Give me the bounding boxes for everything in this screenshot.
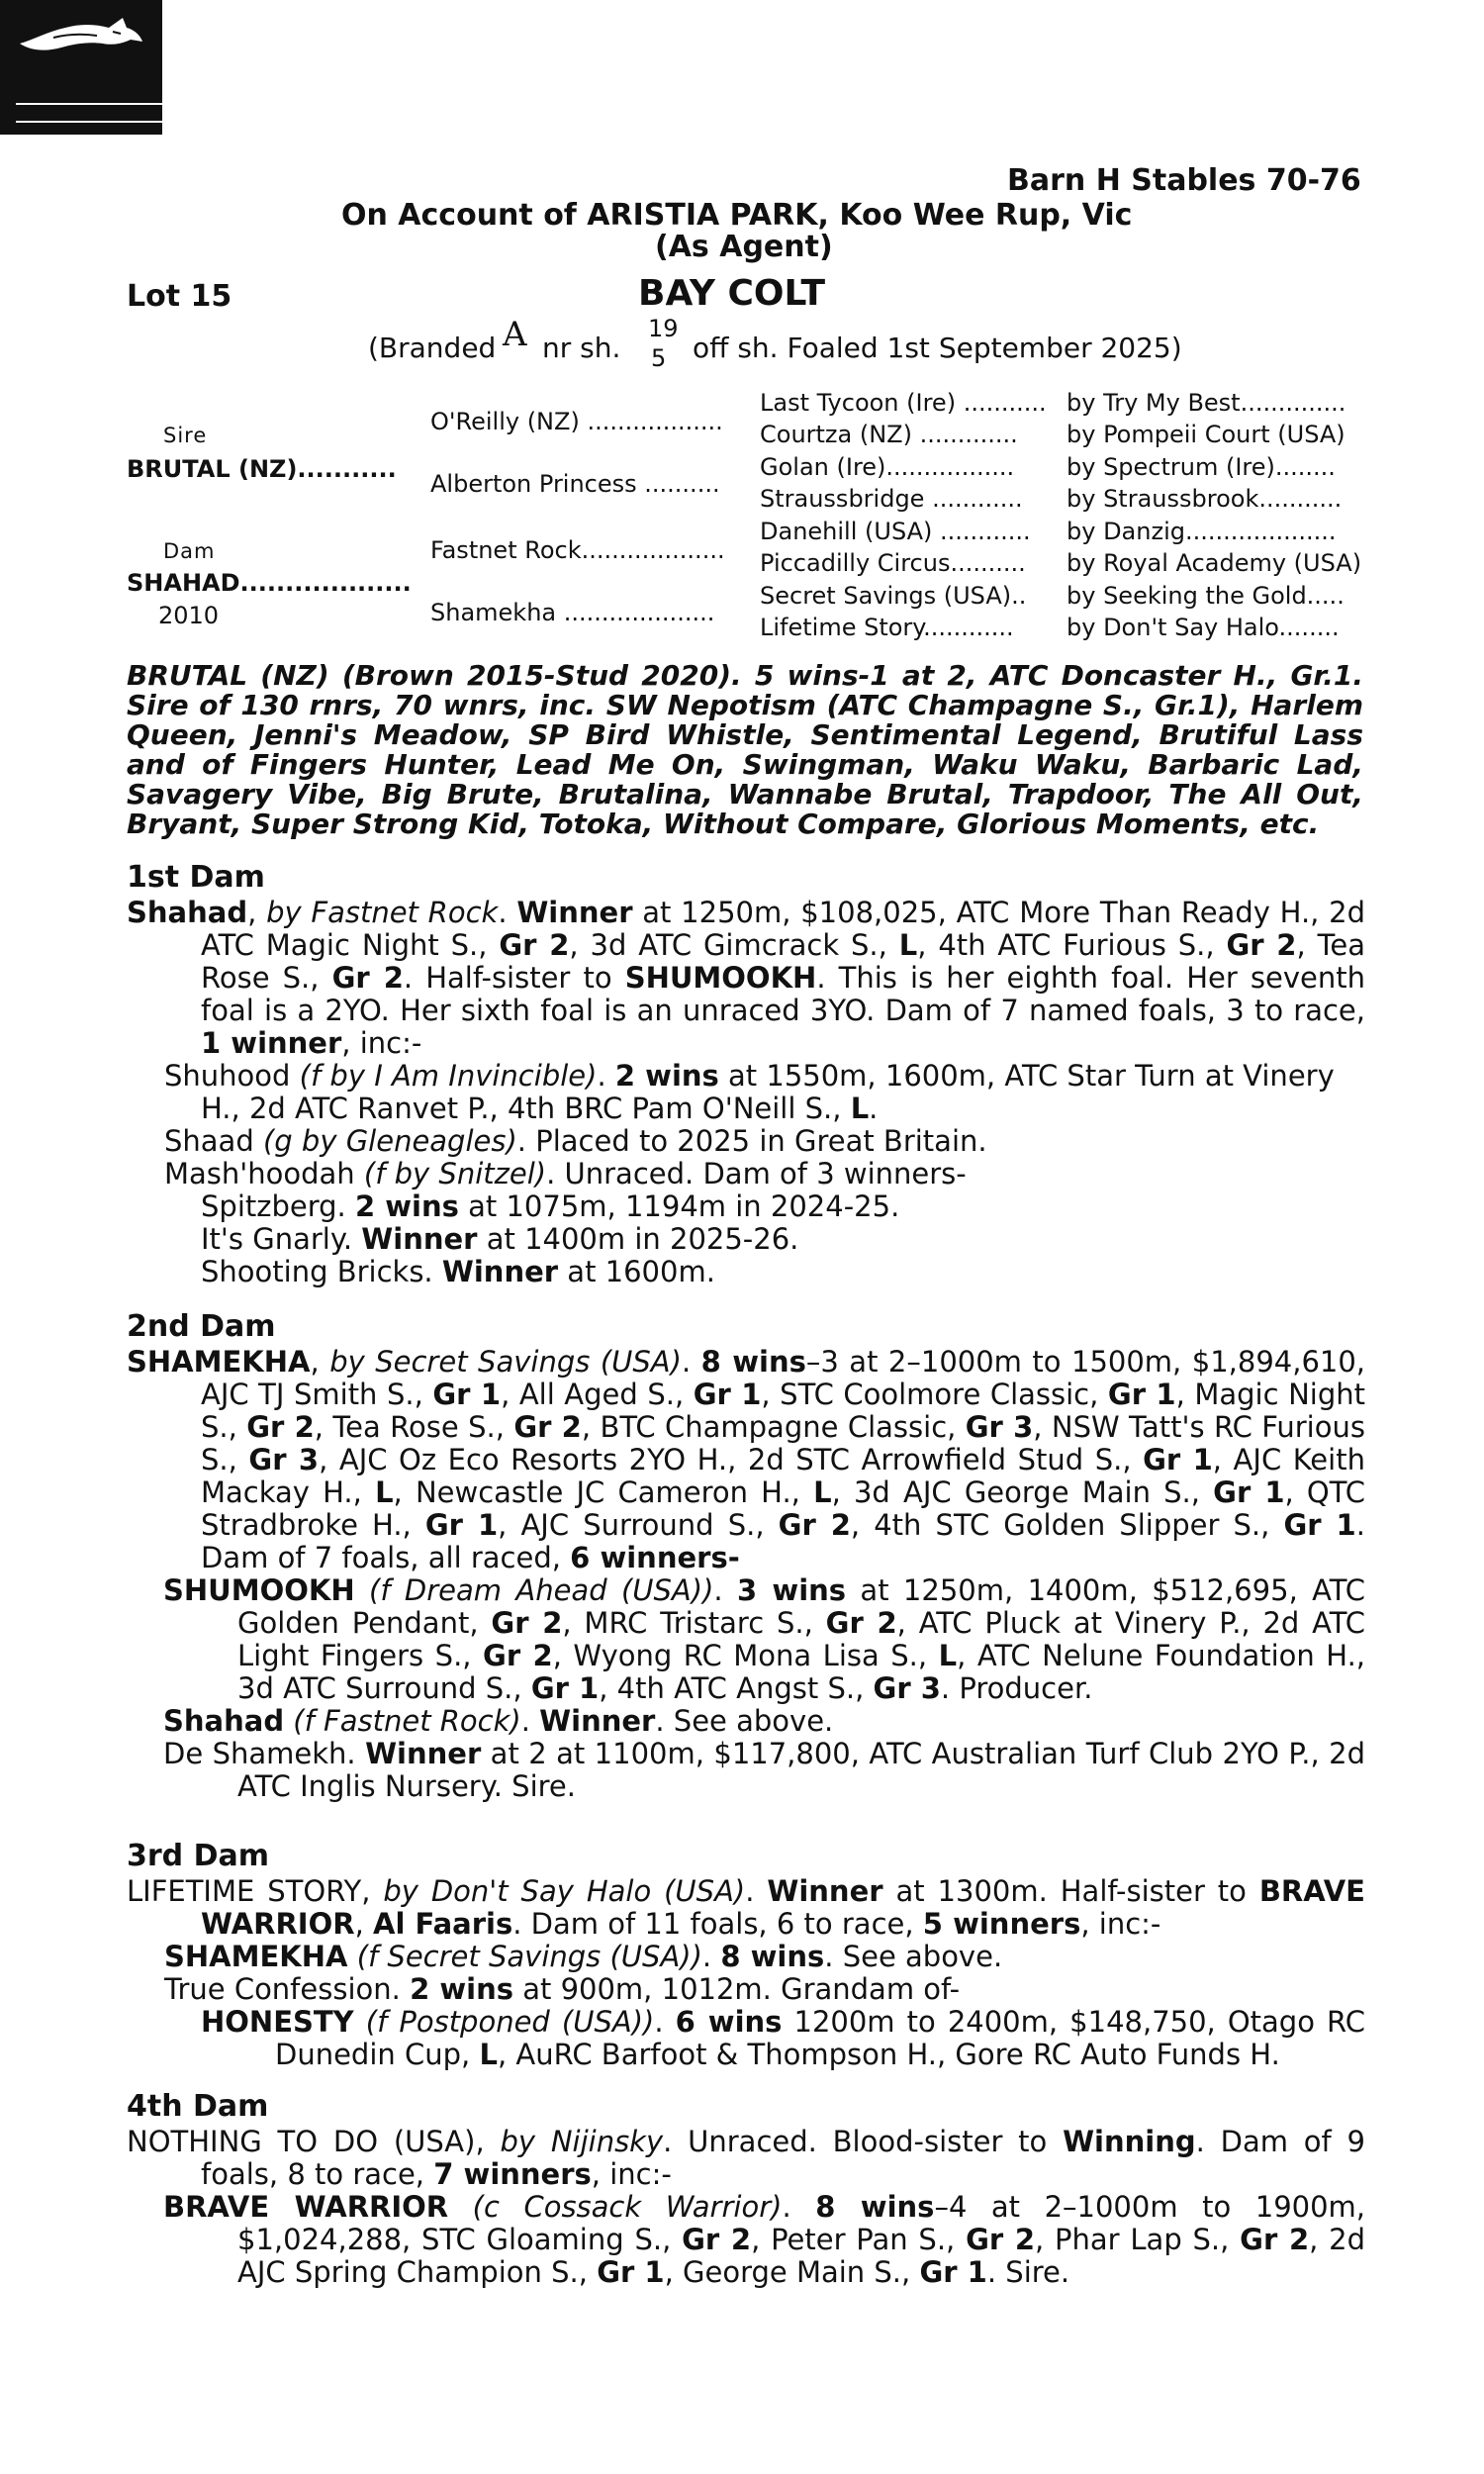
dam-name: SHAHAD...................	[127, 569, 412, 597]
pedigree-gen4-item: by Seeking the Gold.....	[1067, 582, 1345, 610]
progeny-entry: True Confession. 2 wins at 900m, 1012m. Grandam of-	[164, 1972, 961, 2006]
bobs-eligible-logo	[0, 0, 803, 135]
grand-progeny-entry: HONESTY (f Postponed (USA)). 6 wins 1200m to 2400m, $148,750, Otago RC Dunedin Cup, L, AuRC Barfoot & Thompson H., Gore RC Auto Funds H.	[201, 2005, 1365, 2071]
pedigree-gen2-item: O'Reilly (NZ) ..................	[430, 408, 723, 435]
third-dam-summary: LIFETIME STORY, by Don't Say Halo (USA). Winner at 1300m. Half-sister to BRAVE WARRIOR, Al Faaris. Dam of 11 foals, 6 to race, 5 winners, inc:-	[127, 1874, 1365, 1941]
first-dam-section	[127, 859, 1365, 1288]
lot-title: BAY COLT	[638, 273, 826, 314]
pedigree-gen4-item: by Spectrum (Ire)........	[1067, 453, 1336, 481]
first-dam-summary: Shahad, by Fastnet Rock. Winner at 1250m, $108,025, ATC More Than Ready H., 2d ATC Magic Night S., Gr 2, 3d ATC Gimcrack S., L, 4th ATC Furious S., Gr 2, Tea Rose S., Gr 2. Half-sister to SHUMOOKH. This is her eighth foal. Her seventh foal is a 2YO. Her sixth foal is an unraced 3YO. Dam of 7 named foals, 3 to race, 1 winner, inc:-	[127, 896, 1366, 1060]
pedigree-gen3-item: Lifetime Story............	[760, 614, 1014, 641]
sire-name: BRUTAL (NZ)...........	[127, 455, 397, 483]
fourth-dam-section	[127, 2088, 1365, 2289]
sire-summary: BRUTAL (NZ) (Brown 2015-Stud 2020). 5 wins-1 at 2, ATC Doncaster H., Gr.1. Sire of 130 rnrs, 70 wnrs, inc. SW Nepotism (ATC Champagne S., Gr.1), Harlem Queen, Jenni's Meadow, SP Bird Whistle, Sentimental Legend, Brutiful Lass and of Fingers Hunter, Lead Me On, Swingman, Waku Waku, Barbaric Lad, Savagery Vibe, Big Brute, Brutalina, Wannabe Brutal, Trapdoor, The All Out, Bryant, Super Strong Kid, Totoka, Without Compare, Glorious Moments, etc.	[127, 659, 1363, 840]
pedigree-gen3-item: Piccadilly Circus..........	[760, 549, 1026, 577]
lot-number: Lot 15	[127, 279, 232, 314]
pedigree-gen3-item: Last Tycoon (Ire) ...........	[760, 389, 1047, 417]
pedigree-gen4-item: by Danzig....................	[1067, 518, 1337, 545]
horse-head-icon	[14, 10, 148, 59]
third-dam-section	[127, 1838, 1365, 2071]
fourth-dam-heading: 4th Dam	[127, 2089, 269, 2124]
pedigree-gen3-item: Golan (Ire).................	[760, 453, 1015, 481]
progeny-entry: SHAMEKHA (f Secret Savings (USA)). 8 wins. See above.	[164, 1940, 1003, 1973]
grand-progeny-entry: It's Gnarly. Winner at 1400m in 2025-26.	[201, 1222, 799, 1256]
vendor-agent: (As Agent)	[655, 230, 833, 264]
grand-progeny-entry: Shooting Bricks. Winner at 1600m.	[201, 1255, 715, 1288]
pedigree-gen3-item: Courtza (NZ) .............	[760, 421, 1018, 448]
pedigree-gen4-item: by Straussbrook...........	[1067, 485, 1343, 513]
brand-off-side-foaled: off sh. Foaled 1st September 2025)	[693, 332, 1182, 364]
pedigree-gen2-item: Alberton Princess ..........	[430, 470, 720, 498]
brand-mark-icon: A	[503, 315, 527, 354]
pedigree-gen4-item: by Pompeii Court (USA)	[1067, 421, 1345, 448]
dam-year: 2010	[158, 602, 220, 629]
barn-location: Barn H Stables 70-76	[1007, 163, 1361, 198]
pedigree-gen4-item: by Try My Best..............	[1067, 389, 1346, 417]
first-dam-heading: 1st Dam	[127, 860, 265, 895]
third-dam-heading: 3rd Dam	[127, 1839, 269, 1873]
fourth-dam-summary: NOTHING TO DO (USA), by Nijinsky. Unraced. Blood-sister to Winning. Dam of 9 foals, 8 to race, 7 winners, inc:-	[127, 2125, 1365, 2191]
pedigree-gen4-item: by Royal Academy (USA)	[1067, 549, 1362, 577]
brand-text-start: (Branded	[368, 332, 497, 364]
progeny-entry: De Shamekh. Winner at 2 at 1100m, $117,800, ATC Australian Turf Club 2YO P., 2d ATC Inglis Nursery. Sire.	[163, 1737, 1366, 1803]
second-dam-section	[127, 1308, 1365, 1803]
progeny-entry: Shuhood (f by I Am Invincible). 2 wins at 1550m, 1600m, ATC Star Turn at Vinery H., 2d ATC Ranvet P., 4th BRC Pam O'Neill S., L.	[164, 1059, 1335, 1125]
pedigree-gen2-item: Shamekha ....................	[430, 599, 715, 626]
progeny-entry: BRAVE WARRIOR (c Cossack Warrior). 8 wins–4 at 2–1000m to 1900m, $1,024,288, STC Gloaming S., Gr 2, Peter Pan S., Gr 2, Phar Lap S., Gr 2, 2d AJC Spring Champion S., Gr 1, George Main S., Gr 1. Sire.	[163, 2190, 1366, 2289]
second-dam-heading: 2nd Dam	[127, 1309, 276, 1344]
pedigree-gen3-item: Danehill (USA) ............	[760, 518, 1031, 545]
progeny-entry: Shahad (f Fastnet Rock). Winner. See above.	[163, 1704, 834, 1738]
brand-near-side: nr sh.	[542, 332, 621, 364]
brand-number-top: 19	[648, 315, 679, 342]
pedigree-gen3-item: Secret Savings (USA)..	[760, 582, 1027, 610]
brand-number-bottom: 5	[651, 344, 667, 372]
sire-label: Sire	[163, 424, 208, 447]
progeny-entry: Shaad (g by Gleneagles). Placed to 2025 in Great Britain.	[164, 1124, 987, 1158]
pedigree-gen2-item: Fastnet Rock...................	[430, 536, 725, 564]
second-dam-summary: SHAMEKHA, by Secret Savings (USA). 8 wins–3 at 2–1000m to 1500m, $1,894,610, AJC TJ Smith S., Gr 1, All Aged S., Gr 1, STC Coolmore Classic, Gr 1, Magic Night S., Gr 2, Tea Rose S., Gr 2, BTC Champagne Classic, Gr 3, NSW Tatt's RC Furious S., Gr 3, AJC Oz Eco Resorts 2YO H., 2d STC Arrowfield Stud S., Gr 1, AJC Keith Mackay H., L, Newcastle JC Cameron H., L, 3d AJC George Main S., Gr 1, QTC Stradbroke H., Gr 1, AJC Surround S., Gr 2, 4th STC Golden Slipper S., Gr 1. Dam of 7 foals, all raced, 6 winners-	[127, 1345, 1366, 1574]
progeny-entry: SHUMOOKH (f Dream Ahead (USA)). 3 wins at 1250m, 1400m, $512,695, ATC Golden Pendant, Gr 2, MRC Tristarc S., Gr 2, ATC Pluck at Vinery P., 2d ATC Light Fingers S., Gr 2, Wyong RC Mona Lisa S., L, ATC Nelune Foundation H., 3d ATC Surround S., Gr 1, 4th ATC Angst S., Gr 3. Producer.	[163, 1573, 1366, 1705]
vendor-account: On Account of ARISTIA PARK, Koo Wee Rup, Vic	[341, 198, 1133, 233]
logo-sub: ELIGIBLE	[16, 103, 1468, 123]
pedigree-gen3-item: Straussbridge ............	[760, 485, 1023, 513]
progeny-entry: Mash'hoodah (f by Snitzel). Unraced. Dam of 3 winners-	[164, 1157, 967, 1190]
pedigree-gen4-item: by Don't Say Halo........	[1067, 614, 1340, 641]
grand-progeny-entry: Spitzberg. 2 wins at 1075m, 1194m in 2024-25.	[201, 1189, 900, 1223]
dam-label: Dam	[163, 539, 216, 563]
logo-word: BOBS	[681, 57, 803, 103]
